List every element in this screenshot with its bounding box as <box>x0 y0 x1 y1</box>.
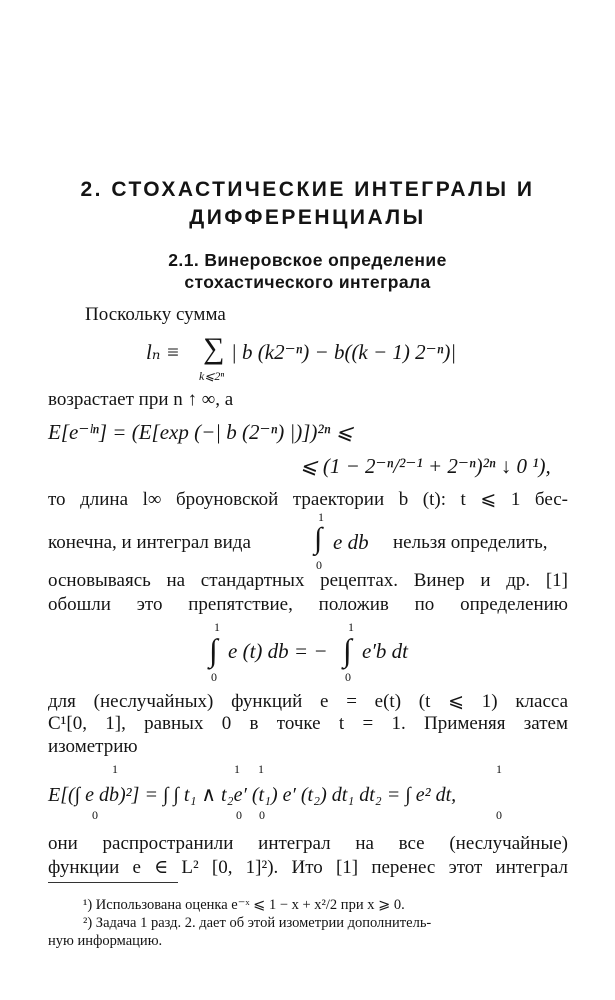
section-heading-cont: ДИФФЕРЕНЦИАЛЫ <box>189 206 426 229</box>
integral-lower-limit: 0 <box>236 808 242 822</box>
integral-upper-limit: 1 <box>318 510 324 524</box>
integral-symbol: ∫ <box>209 632 218 668</box>
equation-2-line1: E[e⁻ˡⁿ] = (E[exp (−| b (2⁻ⁿ) |)])²ⁿ ⩽ <box>48 420 354 444</box>
integral-upper-limit: 1 <box>496 762 502 776</box>
integral-upper-limit: 1 <box>214 620 220 634</box>
text-line: функции e ∈ L² [0, 1]²). Ито [1] перенес этот интеграл <box>48 857 568 878</box>
text-line: изометрию <box>48 736 138 757</box>
subsection-heading: 2.1. Винеровское определение <box>168 250 447 270</box>
equation-4: E[(∫ e db)²] = ∫ ∫ t₁ ∧ t₂e′ (t₁) e′ (t₂) dt₁ dt₂ = ∫ e² dt, <box>48 784 457 806</box>
equation-1-rhs: | b (k2⁻ⁿ) − b((k − 1) 2⁻ⁿ)| <box>231 340 457 364</box>
sum-symbol: ∑ <box>203 332 225 365</box>
footnote-2-cont: ную информацию. <box>48 933 163 949</box>
text-line: возрастает при n ↑ ∞, а <box>48 389 234 410</box>
paragraph-lead: Поскольку сумма <box>85 304 226 325</box>
integral-body: e db <box>333 530 369 554</box>
text-line: для (неслучайных) функций e = e(t) (t ⩽ 1) класса <box>48 691 568 712</box>
equation-1-lhs: lₙ ≡ <box>146 340 180 364</box>
integral-upper-limit: 1 <box>348 620 354 634</box>
text-line: то длина l∞ броуновской траектории b (t): t ⩽ 1 бес- <box>48 489 568 510</box>
integral-lower-limit: 0 <box>211 670 217 684</box>
footnote-1: ¹) Использована оценка e⁻ˣ ⩽ 1 − x + x²/2 при x ⩾ 0. <box>83 897 405 913</box>
integral-symbol: ∫ <box>314 522 323 555</box>
footnote-rule <box>48 882 178 883</box>
text-line: основываясь на стандартных рецептах. Винер и др. [1] <box>48 570 568 591</box>
integral-upper-limit: 1 <box>234 762 240 776</box>
text-line: конечна, и интеграл вида <box>48 532 251 553</box>
integral-lower-limit: 0 <box>345 670 351 684</box>
sum-subscript: k⩽2ⁿ <box>199 369 225 383</box>
integral-symbol: ∫ <box>343 632 352 668</box>
integral-lower-limit: 0 <box>259 808 265 822</box>
integral-upper-limit: 1 <box>112 762 118 776</box>
integral-upper-limit: 1 <box>258 762 264 776</box>
subsection-heading-cont: стохастического интеграла <box>184 272 431 292</box>
integral-lower-limit: 0 <box>496 808 502 822</box>
section-heading: 2. СТОХАСТИЧЕСКИЕ ИНТЕГРАЛЫ И <box>80 178 535 201</box>
equation-3-rhs: e′b dt <box>362 639 408 663</box>
integral-lower-limit: 0 <box>316 558 322 572</box>
footnote-2: ²) Задача 1 разд. 2. дает об этой изометрии дополнитель- <box>83 915 432 931</box>
equation-3-lhs: e (t) db = − <box>228 639 328 663</box>
text-line: они распространили интеграл на все (неслучайные) <box>48 833 568 854</box>
text-line: C¹[0, 1], равных 0 в точке t = 1. Применяя затем <box>48 713 568 734</box>
integral-lower-limit: 0 <box>92 808 98 822</box>
text-line: обошли это препятствие, положив по определению <box>48 594 568 615</box>
equation-2-line2: ⩽ (1 − 2⁻ⁿ/²⁻¹ + 2⁻ⁿ)²ⁿ ↓ 0 ¹), <box>300 454 551 478</box>
text-line: нельзя определить, <box>393 532 548 553</box>
